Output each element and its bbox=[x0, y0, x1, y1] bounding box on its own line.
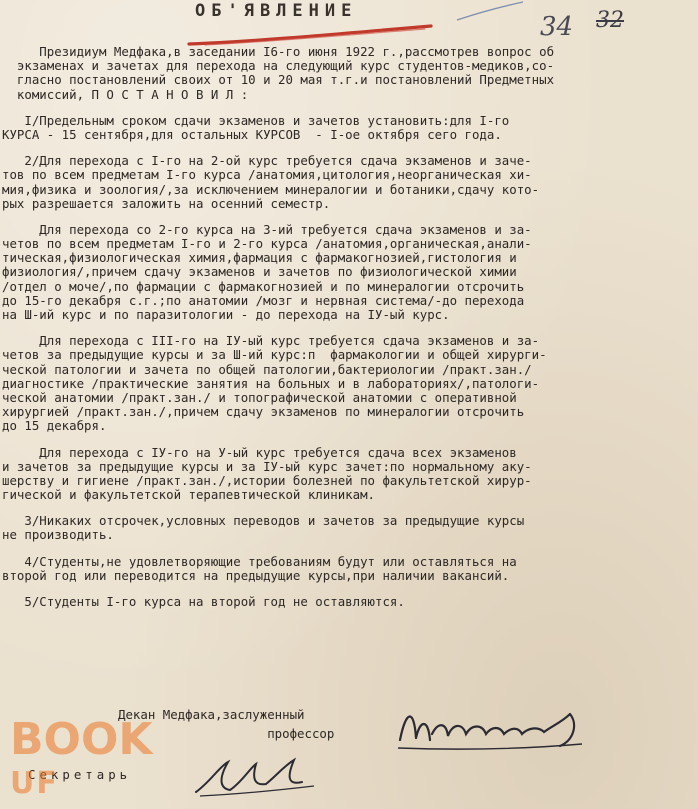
dean-title-line-2: профессор bbox=[118, 726, 335, 741]
text-line: комиссий, П О С Т А Н О В И Л : bbox=[2, 86, 249, 102]
dean-title-line: Декан Медфака,заслуженный bbox=[118, 707, 305, 722]
text-line: до 15-го декабря с.г.;по анатомии /мозг и нервная система/-до перехода bbox=[2, 292, 525, 308]
text-line: четов по всем предметам I-го и 2-го курса /анатомия,органическая,анали- bbox=[2, 236, 532, 252]
text-line: и зачетов за предыдущие курсы и за IУ-ый курс зачет:по нормальному аку- bbox=[2, 458, 532, 474]
paragraph-gap bbox=[2, 434, 692, 446]
text-line: Для перехода с III-го на IУ-ый курс требуется сдача экзаменов и за- bbox=[2, 333, 540, 349]
document-body bbox=[2, 45, 692, 609]
text-line: второй год или переводится на предыдущие курсы,при наличии вакансий. bbox=[2, 567, 510, 583]
watermark-logo bbox=[10, 714, 170, 808]
text-line: мия,физика и зоология/,за исключением минералогии и ботаники,сдачу кото- bbox=[2, 181, 540, 197]
text-line: до 15 декабря. bbox=[2, 418, 107, 434]
paragraph-gap bbox=[2, 543, 692, 555]
text-line: ческой патологии и зачета по общей патологии,бактериологии /практ.зан./ bbox=[2, 361, 532, 377]
text-line: 3/Никаких отсрочек,условных переводов и зачетов за предыдущие курсы bbox=[2, 513, 525, 529]
dean-handwritten-signature bbox=[392, 700, 592, 760]
text-line: четов за предыдущие курсы и за Ш-ий курс:п фармакологии и общей хирурги- bbox=[2, 347, 547, 363]
text-line: на Ш-ий курс и по паразитологии - до перехода на IУ-ый курс. bbox=[2, 307, 450, 322]
text-line: тическая,физиологическая химия,фармация с фармакогнозией,гистология и bbox=[2, 250, 517, 266]
text-line: КУРСА - 15 сентября,для остальных КУРСОВ - I-ое октября сего года. bbox=[2, 126, 502, 142]
text-line: тов по всем предметам I-го курса /анатомия,цитология,неорганическая хи- bbox=[2, 167, 532, 183]
watermark-text: BOOK bbox=[10, 714, 153, 765]
secretary-label: Секретарь bbox=[28, 767, 132, 782]
text-line: /отдел о моче/,по фармации с фармакогнозией и по минералогии отсрочить bbox=[2, 278, 525, 294]
text-line: гической и факультетской терапевтической клиникам. bbox=[2, 487, 375, 503]
text-line: Президиум Медфака,в заседании I6-го июня 1922 г.,рассмотрев вопрос об bbox=[2, 44, 555, 59]
text-line: диагностике /практические занятия на больных и в лабораториях/,патологи- bbox=[2, 375, 540, 391]
text-line: хирургией /практ.зан./,причем сдачу экзаменов по минералогии отсрочить bbox=[2, 404, 525, 420]
text-line: экзаменах и зачетах для перехода на следующий курс студентов-медиков,со- bbox=[2, 58, 555, 74]
watermark-subtext: UF bbox=[10, 766, 59, 801]
text-line: I/Предельным сроком сдачи экзаменов и зачетов установить:для I-го bbox=[2, 112, 510, 128]
secretary-handwritten-signature bbox=[190, 752, 320, 802]
blue-pencil-mark bbox=[455, 0, 525, 22]
text-line: Для перехода со 2-го курса на 3-ий требуется сдача экзаменов и за- bbox=[2, 221, 532, 237]
document-title: ОБ'ЯВЛЕНИЕ bbox=[195, 1, 358, 21]
text-line: 4/Студенты,не удовлетворяющие требованиям будут или оставляться на bbox=[2, 553, 517, 569]
folio-number-crossed: 32 bbox=[596, 8, 624, 33]
text-line: Для перехода с IУ-го на У-ый курс требуется сдача всех экзаменов bbox=[2, 444, 517, 460]
paragraph-gap bbox=[2, 102, 692, 114]
text-line: гласно постановлений своих от 10 и 20 мая т.г.и постановлений Предметных bbox=[2, 72, 555, 88]
text-line: рых разрешается заложить на осенний семестр. bbox=[2, 195, 331, 211]
text-line: шерству и гигиене /практ.зан./,истории болезней по факультетской хирур- bbox=[2, 472, 532, 488]
text-line: 2/Для перехода с I-го на 2-ой курс требуется сдача экзаменов и заче- bbox=[2, 153, 532, 169]
folio-number: 34 bbox=[540, 12, 574, 42]
text-line: 5/Студенты I-го курса на второй год не оставляются. bbox=[2, 594, 405, 609]
text-line: физиология/,причем сдачу экзаменов и зачетов по физиологической химии bbox=[2, 264, 517, 280]
text-line: ческой анатомии /практ.зан./ и топографической анатомии с оперативной bbox=[2, 389, 517, 405]
text-line: не производить. bbox=[2, 527, 114, 543]
